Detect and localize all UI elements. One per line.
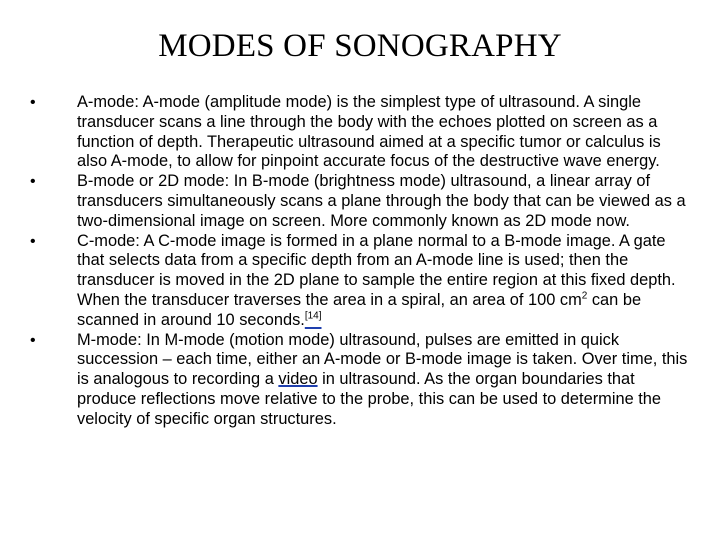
bullet-marker: • (30, 232, 36, 250)
bullet-m-mode (30, 331, 690, 430)
bullet-marker: • (30, 94, 36, 111)
slide-title: MODES OF SONOGRAPHY (158, 28, 562, 64)
term-a-mode: A-mode (77, 93, 135, 111)
term-c-mode: C-mode (77, 231, 136, 250)
bullet-b-mode (30, 172, 690, 231)
bullet-marker: • (30, 173, 36, 191)
bullet-marker: • (30, 331, 36, 349)
term-b-mode: B-mode or 2D mode (77, 172, 225, 191)
bullet-c-mode (30, 232, 690, 331)
description-m-mode-part2: in ultrasound. As the organ boundaries that produce reflections move relative to the probe, this can be used to determine the velocity of specific organ structures. (77, 370, 662, 428)
citation-link[interactable]: [14] (304, 310, 322, 322)
description-c-mode-part2: can be scanned in around 10 seconds. (77, 290, 642, 329)
description-b-mode: : In B-mode (brightness mode) ultrasound, a linear array of transducers simultaneously scans a plane through the body that can be viewed as a two-dimensional image on screen. More commonly known as 2D mode now. (77, 172, 686, 230)
bullet-a-mode (30, 93, 690, 172)
description-a-mode: : A-mode (amplitude mode) is the simplest type of ultrasound. A single transducer scans a line through the body with the echoes plotted on screen as a function of depth. Therapeutic ultrasound aimed at a specific tumor or calculus is also A-mode, to allow for pinpoint accurate focus of the destructive wave energy. (77, 93, 661, 171)
description-m-mode-part1: : In M-mode (motion mode) ultrasound, pulses are emitted in quick succession – each time, either an A-mode or B-mode image is taken. Over time, this is analogous to recording a (77, 330, 688, 389)
bullet-list (30, 93, 690, 430)
description-c-mode-part1: : A C-mode image is formed in a plane normal to a B-mode image. A gate that selects data from a specific depth from an A-mode line is used; then the transducer is moved in the 2D plane to sample the entire region at this fixed depth. When the transducer traverses the area in a spiral, an area of 100 cm (77, 231, 676, 309)
term-m-mode: M-mode (77, 330, 138, 349)
superscript-squared: 2 (581, 290, 588, 302)
video-link[interactable]: video (278, 370, 318, 389)
